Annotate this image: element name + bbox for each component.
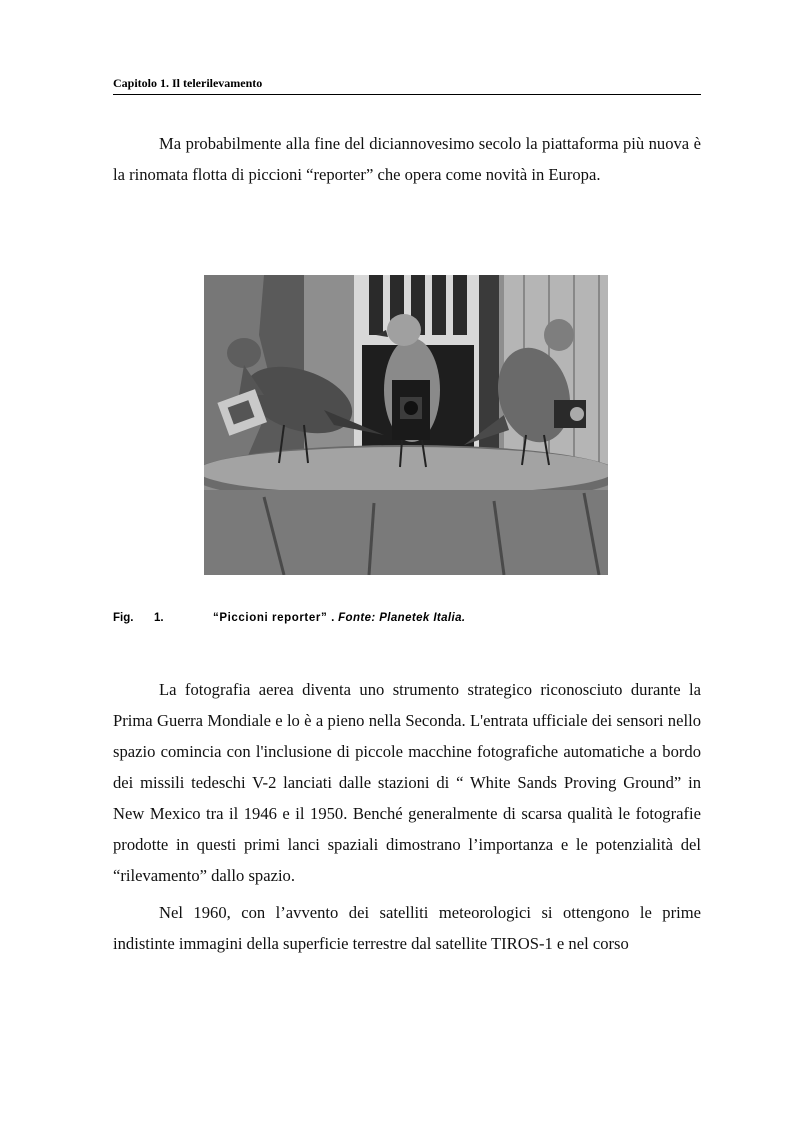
running-header: Capitolo 1. Il telerilevamento [113,76,701,95]
figure-source: Fonte: Planetek Italia. [338,612,466,624]
figure-caption [113,612,466,624]
paragraph-2: La fotografia aerea diventa uno strumento strategico riconosciuto durante la Prima Guerra Mondiale e lo è a pieno nella Seconda. L'entrata ufficiale dei sensori nello spazio comincia con l'inclusione di piccole macchine fotografiche automatiche a bordo dei missili tedeschi V-2 lanciati dalle stazioni di “ White Sands Proving Ground” in New Mexico tra il 1946 e il 1950. Benché generalmente di scarsa qualità le fotografie prodotte in questi primi lanci spaziali dimostrano l’importanza e le potenzialità del “rilevamento” dallo spazio. [113,680,701,885]
figure-photo-pigeons [204,275,608,575]
paragraph-3: Nel 1960, con l’avvento dei satelliti meteorologici si ottengono le prime indistinte immagini della superficie terrestre dal satellite TIROS-1 e nel corso [113,903,701,953]
figure-title: “Piccioni reporter” . [213,612,335,624]
figure-number: 1. [154,612,164,624]
paragraph-1: Ma probabilmente alla fine del diciannovesimo secolo la piattaforma più nuova è la rinomata flotta di piccioni “reporter” che opera come novità in Europa. [113,134,701,184]
figure-label: Fig. [113,612,134,624]
